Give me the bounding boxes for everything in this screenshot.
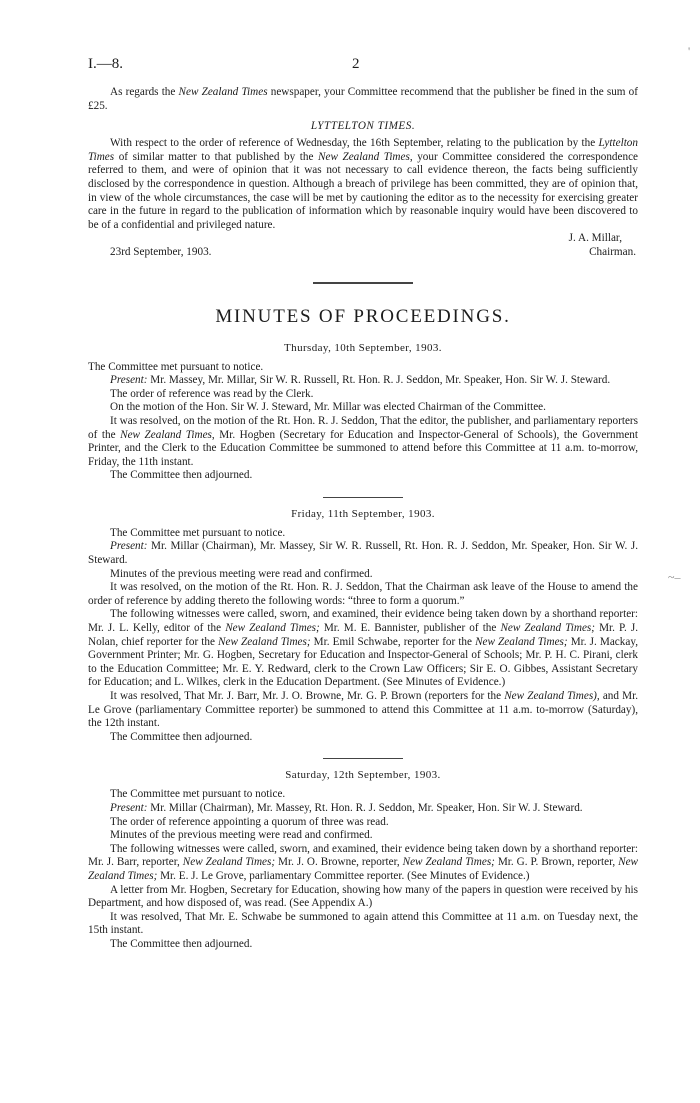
paragraph: The Committee then adjourned. [110, 937, 253, 950]
signature-name: J. A. Millar, [568, 232, 622, 245]
paragraph: Present: Mr. Massey, Mr. Millar, Sir W. R. Russell, Rt. Hon. R. J. Seddon, Mr. Speaker, Hon. Sir W. J. Steward. [110, 374, 611, 387]
paragraph: Present: Mr. Millar (Chairman), Mr. Massey, Sir W. R. Russell, Rt. Hon. R. J. Seddon, Mr. Speaker, Hon. Sir W. J. Steward. [88, 540, 638, 567]
paragraph: Minutes of the previous meeting were read and confirmed. [110, 567, 373, 580]
document-page [88, 56, 638, 952]
paragraph: The Committee met pursuant to notice. [110, 526, 286, 539]
signature-block [88, 246, 638, 260]
paragraph: It was resolved, on the motion of the Rt. Hon. R. J. Seddon, That the Chairman ask leave of the House to amend the order of reference by adding thereto the following words: “three to form a quorum.” [88, 581, 638, 607]
lyttelton-heading: LYTTELTON TIMES. [310, 120, 416, 133]
paragraph: The order of reference was read by the Clerk. [110, 387, 314, 400]
paragraph: Minutes of the previous meeting were read and confirmed. [110, 829, 373, 842]
meeting-date: Friday, 11th September, 1903. [291, 507, 435, 520]
paragraph: The Committee met pursuant to notice. [110, 788, 286, 801]
meeting-divider [323, 758, 403, 759]
paragraph: The following witnesses were called, sworn, and examined, their evidence being taken down by a shorthand reporter: Mr. J. L. Kelly, editor of the New Zealand Times; Mr. M. E. Bannister, publisher of the New Zealand Times; Mr. P. J. Nolan, chief reporter for the New Zealand Times; Mr. Emil Schwabe, reporter for the New Zealand Times; Mr. J. Mackay, Government Printer; Mr. G. Hogben, Secretary for Education and Inspector-General of Schools; Mr. P. H. C. Pirani, clerk to the Education Committee; Mr. E. Y. Redward, clerk to the Crown Law Officers; Sir E. O. Gibbes, Assistant Secretary for Education; and L. Wilkes, clerk in the Education Department. (See Minutes of Evidence.) [88, 608, 639, 689]
paragraph: It was resolved, That Mr. E. Schwabe be summoned to again attend this Committee at 11 a.m. on Tuesday next, the 15th instant. [88, 910, 638, 937]
paragraph: The Committee then adjourned. [110, 730, 253, 743]
paragraph: It was resolved, on the motion of the Rt. Hon. R. J. Seddon, That the editor, the publisher, and parliamentary reporters of the New Zealand Times, Mr. Hogben (Secretary for Education and Inspector-General of Schools), the Government Printer, and the Clerk to the Education Committee be summoned to attend before this Committee at 11 a.m. to-morrow, Friday, the 11th instant. [88, 414, 639, 468]
paragraph: The Committee met pursuant to notice. [88, 360, 264, 373]
paper-reference: I.—8. [88, 56, 123, 72]
nzt-paragraph: As regards the New Zealand Times newspaper, your Committee recommend that the publisher be fined in the sum of £25. [88, 86, 639, 112]
meeting-date: Saturday, 12th September, 1903. [285, 769, 441, 782]
paragraph: The following witnesses were called, sworn, and examined, their evidence being taken down by a shorthand reporter: Mr. J. Barr, reporter, New Zealand Times; Mr. J. O. Browne, reporter, New Zealand Times; Mr. G. P. Brown, reporter, New Zealand Times; Mr. E. J. Le Grove, parliamentary Committee reporter. (See Minutes of Evidence.) [88, 842, 638, 882]
report-date: 23rd September, 1903. [110, 245, 212, 258]
paragraph: It was resolved, That Mr. J. Barr, Mr. J. O. Browne, Mr. G. P. Brown (reporters for the New Zealand Times), and Mr. Le Grove (parliamentary Committee reporter) be summoned to attend this Committee at 11 a.m. to-morrow (Saturday), the 12th instant. [88, 690, 638, 730]
page-header [88, 56, 638, 78]
signature-role: Chairman. [589, 245, 636, 258]
page-number: 2 [352, 56, 360, 72]
meeting-date: Thursday, 10th September, 1903. [284, 341, 442, 354]
lyttelton-paragraph: With respect to the order of reference of Wednesday, the 16th September, relating to the publication by the Lyttelton Times of similar matter to that published by the New Zealand Times, your Committee considered the correspondence referred to them, and were of opinion that it was not necessary to call evidence thereon, the facts being sufficiently disclosed by the correspondence in question. Although a breach of privilege has been committed, they are of opinion that, in view of the whole circumstances, the case will be met by cautioning the editor as to the necessity for exercising greater care in the future in regard to the publication of information which by reasonable inquiry would have been discovered to be of a confidential and privileged nature. [88, 137, 639, 231]
paragraph: The Committee then adjourned. [110, 469, 253, 482]
paragraph: A letter from Mr. Hogben, Secretary for Education, showing how many of the papers in question were received by his Department, and how disposed of, was read. (See Appendix A.) [88, 883, 638, 910]
margin-dash-mark: ~– [668, 570, 681, 584]
paragraph: On the motion of the Hon. Sir W. J. Steward, Mr. Millar was elected Chairman of the Committee. [110, 401, 546, 414]
meeting-divider [323, 497, 403, 498]
minutes-heading: MINUTES OF PROCEEDINGS. [215, 305, 511, 327]
paragraph: Present: Mr. Millar (Chairman), Mr. Massey, Rt. Hon. R. J. Seddon, Mr. Speaker, Hon. Sir W. J. Steward. [110, 801, 583, 814]
margin-tick-mark: ' [688, 44, 691, 58]
section-divider [313, 282, 413, 284]
paragraph: The order of reference appointing a quorum of three was read. [110, 815, 389, 828]
